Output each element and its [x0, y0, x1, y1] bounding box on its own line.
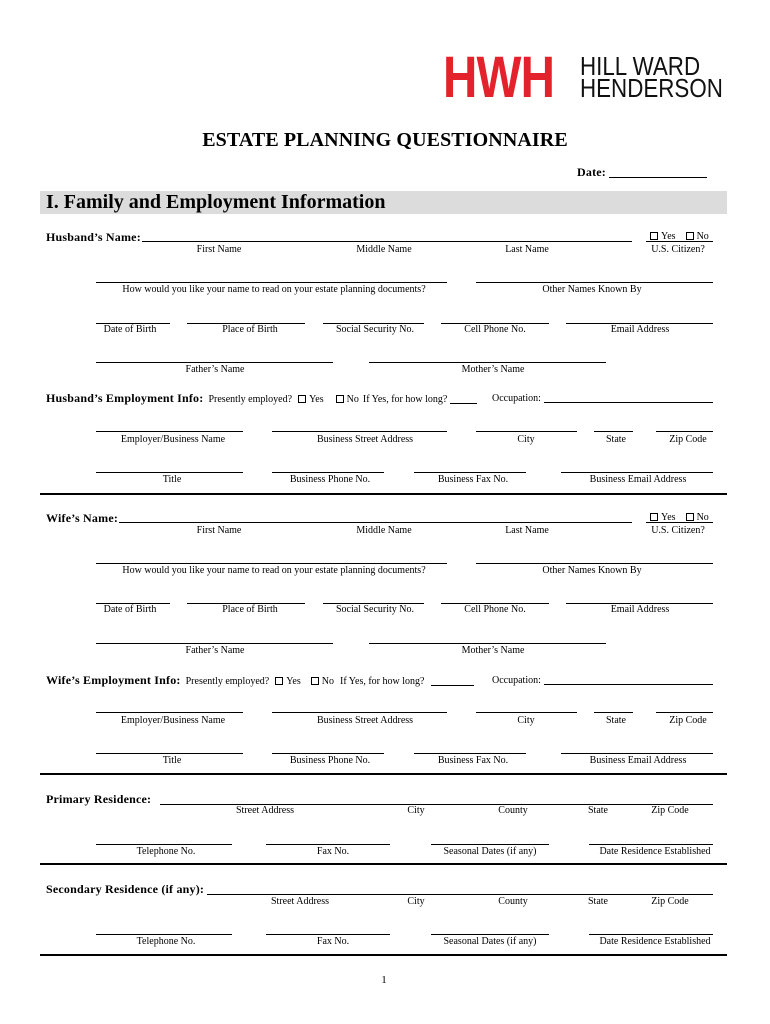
husband-occupation [492, 391, 713, 406]
wife-how-long-field[interactable] [431, 676, 474, 686]
wife-middle-name-label: Middle Name [356, 525, 412, 536]
wife-last-name-label: Last Name [505, 525, 549, 536]
husband-title-label: Title [162, 474, 182, 485]
husband-cell-label: Cell Phone No. [464, 324, 526, 335]
husband-employed-yes-checkbox[interactable] [298, 395, 306, 403]
wife-citizen-no-label: No [696, 512, 709, 523]
wife-mother-label: Mother’s Name [461, 645, 525, 656]
primary-county-label: County [498, 805, 528, 816]
wife-business-state-label: State [606, 715, 626, 726]
wife-business-email-label: Business Email Address [589, 755, 687, 766]
section-divider [40, 493, 727, 495]
husband-father-label: Father’s Name [185, 364, 245, 375]
husband-business-street-field[interactable] [272, 431, 447, 432]
wife-employment-row [46, 673, 474, 689]
primary-established-field[interactable] [589, 844, 713, 845]
husband-citizen-no-checkbox[interactable] [686, 232, 694, 240]
husband-presently-employed-label: Presently employed? [208, 394, 293, 405]
husband-mother-field[interactable] [369, 362, 606, 363]
wife-father-field[interactable] [96, 643, 333, 644]
firm-logo-mark: HWH [443, 45, 555, 110]
husband-other-names-field[interactable] [476, 282, 713, 283]
wife-mother-field[interactable] [369, 643, 606, 644]
husband-citizen-yes-label: Yes [661, 231, 676, 242]
wife-first-name-label: First Name [196, 525, 242, 536]
primary-fax-field[interactable] [266, 844, 390, 845]
secondary-state-label: State [588, 896, 608, 907]
husband-business-phone-field[interactable] [272, 472, 384, 473]
wife-employed-yes-checkbox[interactable] [275, 677, 283, 685]
primary-fax-label: Fax No. [316, 846, 350, 857]
secondary-street-label: Street Address [270, 896, 330, 907]
wife-citizen-yes-label: Yes [661, 512, 676, 523]
husband-name-label: Husband’s Name: [46, 230, 141, 244]
secondary-zip-label: Zip Code [651, 896, 689, 907]
wife-citizen-underline [646, 522, 713, 523]
secondary-established-label: Date Residence Established [599, 936, 711, 947]
husband-middle-name-label: Middle Name [356, 244, 412, 255]
husband-occupation-label: Occupation: [492, 393, 541, 404]
husband-business-zip-label: Zip Code [669, 434, 707, 445]
husband-business-state-label: State [606, 434, 626, 445]
wife-legal-name-field[interactable] [96, 563, 447, 564]
husband-employment-row [46, 391, 477, 407]
wife-other-names-label: Other Names Known By [542, 565, 642, 576]
husband-employed-no-checkbox[interactable] [336, 395, 344, 403]
secondary-established-field[interactable] [589, 934, 713, 935]
date-label: Date: [577, 165, 606, 179]
secondary-fax-label: Fax No. [316, 936, 350, 947]
wife-dob-label: Date of Birth [103, 604, 157, 615]
husband-business-phone-label: Business Phone No. [289, 474, 371, 485]
wife-how-long-label: If Yes, for how long? [340, 676, 425, 687]
wife-employer-label: Employer/Business Name [120, 715, 226, 726]
wife-employed-no-label: No [321, 676, 334, 687]
husband-father-field[interactable] [96, 362, 333, 363]
husband-business-city-label: City [517, 434, 535, 445]
husband-employed-yes-label: Yes [309, 394, 324, 405]
wife-business-street-label: Business Street Address [316, 715, 414, 726]
wife-business-zip-field[interactable] [656, 712, 713, 713]
husband-occupation-field[interactable] [544, 393, 713, 403]
wife-business-email-field[interactable] [561, 753, 713, 754]
husband-last-name-label: Last Name [505, 244, 549, 255]
husband-business-email-label: Business Email Address [589, 474, 687, 485]
secondary-county-label: County [498, 896, 528, 907]
section-divider [40, 773, 727, 775]
section-divider [40, 954, 727, 956]
primary-residence-label: Primary Residence: [46, 792, 152, 806]
husband-employed-no-label: No [346, 394, 359, 405]
wife-name-label: Wife’s Name: [46, 511, 119, 525]
primary-telephone-label: Telephone No. [136, 846, 196, 857]
husband-how-long-label: If Yes, for how long? [362, 394, 448, 405]
husband-title-field[interactable] [96, 472, 243, 473]
wife-business-street-field[interactable] [272, 712, 447, 713]
section-title: I. Family and Employment Information [46, 191, 386, 213]
page-number: 1 [381, 974, 387, 986]
wife-cell-label: Cell Phone No. [464, 604, 526, 615]
secondary-telephone-field[interactable] [96, 934, 232, 935]
secondary-city-label: City [407, 896, 425, 907]
firm-name-line-1: HILL WARD [580, 51, 701, 81]
husband-employer-label: Employer/Business Name [120, 434, 226, 445]
wife-other-names-field[interactable] [476, 563, 713, 564]
wife-business-state-field[interactable] [594, 712, 633, 713]
wife-employed-yes-label: Yes [286, 676, 301, 687]
wife-business-fax-field[interactable] [414, 753, 526, 754]
wife-name-field[interactable] [119, 522, 632, 523]
husband-citizen-yes-checkbox[interactable] [650, 232, 658, 240]
husband-dob-label: Date of Birth [103, 324, 157, 335]
wife-occupation-field[interactable] [544, 675, 713, 685]
primary-street-label: Street Address [235, 805, 295, 816]
secondary-seasonal-field[interactable] [431, 934, 549, 935]
husband-business-street-label: Business Street Address [316, 434, 414, 445]
primary-zip-label: Zip Code [651, 805, 689, 816]
wife-legal-name-label: How would you like your name to read on your estate planning documents? [122, 565, 426, 576]
secondary-residence-field[interactable] [207, 894, 713, 895]
section-header [40, 191, 727, 214]
husband-legal-name-label: How would you like your name to read on your estate planning documents? [122, 284, 426, 295]
wife-presently-employed-label: Presently employed? [185, 676, 270, 687]
wife-section [0, 509, 770, 771]
husband-ssn-label: Social Security No. [335, 324, 415, 335]
husband-business-email-field[interactable] [561, 472, 713, 473]
husband-pob-label: Place of Birth [222, 324, 278, 335]
wife-pob-label: Place of Birth [222, 604, 278, 615]
firm-name-line-2: HENDERSON [580, 73, 723, 103]
husband-business-state-field[interactable] [594, 431, 633, 432]
wife-email-label: Email Address [610, 604, 670, 615]
document-title: ESTATE PLANNING QUESTIONNAIRE [202, 129, 568, 151]
wife-employed-no-checkbox[interactable] [311, 677, 319, 685]
secondary-residence-label: Secondary Residence (if any): [46, 882, 205, 896]
husband-legal-name-field[interactable] [96, 282, 447, 283]
husband-section [0, 228, 770, 490]
husband-email-label: Email Address [610, 324, 670, 335]
wife-citizen-label: U.S. Citizen? [651, 525, 705, 536]
wife-business-phone-field[interactable] [272, 753, 384, 754]
wife-citizen-yes-checkbox[interactable] [650, 513, 658, 521]
wife-employment-label: Wife’s Employment Info: [46, 673, 181, 687]
husband-how-long-field[interactable] [450, 394, 477, 404]
husband-citizen-underline [646, 241, 713, 242]
husband-business-city-field[interactable] [476, 431, 577, 432]
secondary-telephone-label: Telephone No. [136, 936, 196, 947]
wife-employer-field[interactable] [96, 712, 243, 713]
primary-state-label: State [588, 805, 608, 816]
wife-ssn-label: Social Security No. [335, 604, 415, 615]
husband-mother-label: Mother’s Name [461, 364, 525, 375]
wife-father-label: Father’s Name [185, 645, 245, 656]
wife-title-field[interactable] [96, 753, 243, 754]
secondary-seasonal-label: Seasonal Dates (if any) [443, 936, 537, 947]
wife-occupation [492, 673, 713, 688]
husband-first-name-label: First Name [196, 244, 242, 255]
husband-name-field[interactable] [142, 241, 632, 242]
wife-business-zip-label: Zip Code [669, 715, 707, 726]
section-divider [40, 863, 727, 865]
wife-business-city-label: City [517, 715, 535, 726]
husband-employer-field[interactable] [96, 431, 243, 432]
secondary-fax-field[interactable] [266, 934, 390, 935]
husband-other-names-label: Other Names Known By [542, 284, 642, 295]
primary-established-label: Date Residence Established [599, 846, 711, 857]
primary-seasonal-label: Seasonal Dates (if any) [443, 846, 537, 857]
date-field[interactable] [609, 177, 707, 178]
husband-business-fax-label: Business Fax No. [437, 474, 509, 485]
husband-citizen-no-label: No [696, 231, 709, 242]
husband-citizen-label: U.S. Citizen? [651, 244, 705, 255]
husband-business-fax-field[interactable] [414, 472, 526, 473]
primary-city-label: City [407, 805, 425, 816]
wife-title-label: Title [162, 755, 182, 766]
wife-business-city-field[interactable] [476, 712, 577, 713]
primary-telephone-field[interactable] [96, 844, 232, 845]
husband-employment-label: Husband’s Employment Info: [46, 391, 204, 405]
wife-business-phone-label: Business Phone No. [289, 755, 371, 766]
husband-business-zip-field[interactable] [656, 431, 713, 432]
wife-occupation-label: Occupation: [492, 675, 541, 686]
primary-seasonal-field[interactable] [431, 844, 549, 845]
wife-business-fax-label: Business Fax No. [437, 755, 509, 766]
wife-citizen-no-checkbox[interactable] [686, 513, 694, 521]
